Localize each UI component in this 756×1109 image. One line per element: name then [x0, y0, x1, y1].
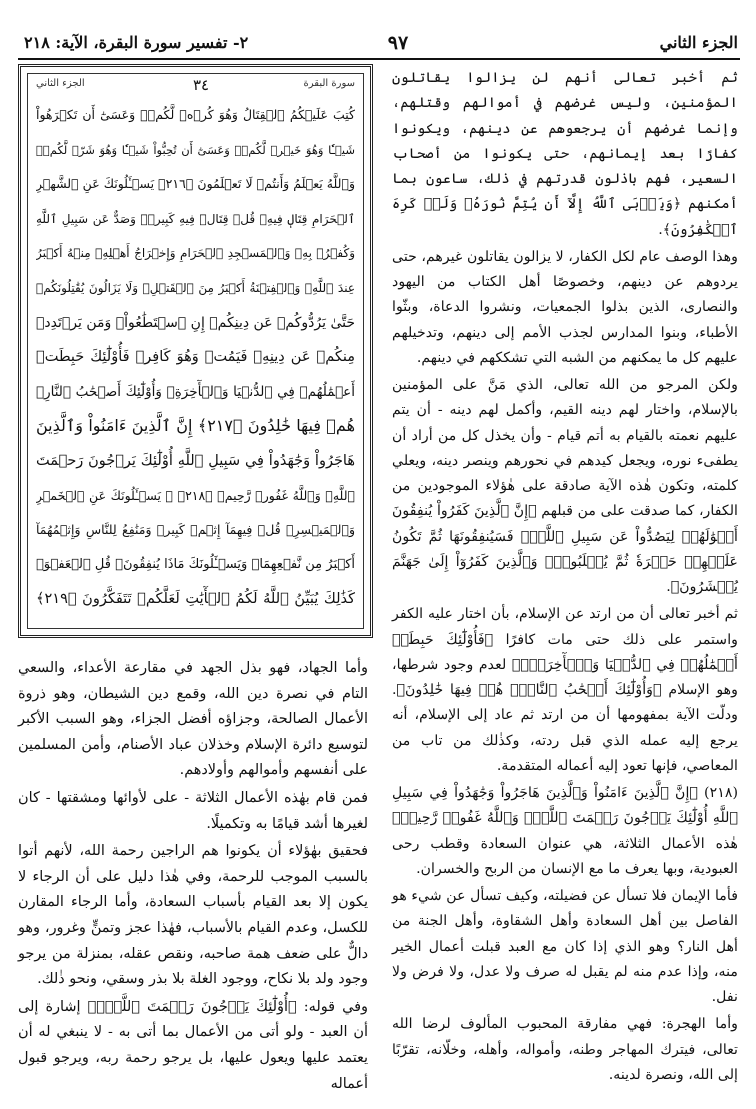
- mushaf-verse-line: ٱلۡحَرَامِ قِتَالٖ فِيهِۖ قُلۡ قِتَالٞ فِيهِ كَبِيرٞۚ وَصَدٌّ عَن سَبِيلِ ٱللَّهِ: [36, 211, 355, 226]
- mushaf-sura-label: سورة البقرة: [303, 78, 355, 89]
- mushaf-verse-line: مِنكُمۡ عَن دِينِهِۦ فَيَمُتۡ وَهُوَ كَافِرٞ فَأُوْلَٰٓئِكَ حَبِطَتۡ: [36, 349, 355, 366]
- tafsir-column-right: [392, 66, 738, 1090]
- mushaf-verse-line: عِندَ ٱللَّهِۚ وَٱلۡفِتۡنَةُ أَكۡبَرُ مِنَ ٱلۡقَتۡلِۗ وَلَا يَزَالُونَ يُقَٰتِلُونَكُمۡ: [36, 280, 355, 295]
- mushaf-page-number: ٣٤: [192, 76, 210, 94]
- mushaf-verse-line: هَاجَرُواْ وَجَٰهَدُواْ فِي سَبِيلِ ٱللَّهِ أُوْلَٰٓئِكَ يَرۡجُونَ رَحۡمَتَ: [36, 452, 355, 469]
- tafsir-paragraph: وهذا الوصف عام لكل الكفار، لا يزالون يقاتلون غيرهم، حتى يردوهم عن دينهم، وخصوصًا أهل الكتاب من اليهود والنصارى، الذين بذلوا الجمعيات، ونشروا الدعاة، وبثّوا الأطباء، وبنوا المدارس لجذب الأمم إلى دينهم، وتدخيلهم عليهم كل ما يمكنهم من الشبه التي تشككهم في دينهم.: [392, 248, 738, 366]
- header-page-number: ٩٧: [387, 32, 409, 54]
- mushaf-verse-line: أَكۡبَرُ مِن نَّفۡعِهِمَاۗ وَيَسۡـَٔلُونَكَ مَاذَا يُنفِقُونَۖ قُلِ ٱلۡعَفۡوَۗ: [36, 556, 355, 572]
- mushaf-verse-line: وَٱلۡمَيۡسِرِۖ قُلۡ فِيهِمَآ إِثۡمٞ كَبِيرٞ وَمَنَٰفِعُ لِلنَّاسِ وَإِثۡمُهُمَآ: [36, 522, 355, 538]
- mushaf-verses: [36, 98, 355, 617]
- tafsir-paragraph: فأما الإيمان فلا تسأل عن فضيلته، وكيف تسأل عن شيء هو الفاصل بين أهل السعادة وأهل الشقاوة، وأهل الجنة من أهل النار؟ وهو الذي إذا كان مع العبد قبلت أعمال الخير منه، وإذا عدم منه لم يقبل له صرف ولا عدل، ولا فرض ولا نفل.: [392, 888, 738, 1005]
- header-volume-label: الجزء الثاني: [659, 33, 738, 52]
- header-divider: [18, 58, 740, 60]
- mushaf-page-frame: [18, 64, 373, 638]
- tafsir-paragraph: ثم أخبر تعالى أن من ارتد عن الإسلام، بأن اختار عليه الكفر واستمر على ذلك حتى مات كافرًا ﴿فَأُوْلَٰٓئِكَ حَبِطَتۡ أَعۡمَٰلُهُمۡ فِي ٱلدُّنۡيَا وَٱلۡأٓخِرَةِۖ﴾ لعدم وجود شرطها، وهو الإسلام ﴿وَأُوْلَٰٓئِكَ أَصۡحَٰبُ ٱلنَّارِۖ هُمۡ فِيهَا خَٰلِدُونَ﴾. ودلّت الآية بمفهومها أن من ارتد ثم عاد إلى الإسلام، أنه يرجع إليه عمله الذي قبل ردته، وكذٰلك من تاب من المعاصي، فإنها تعود إليه أعماله المتقدمة.: [392, 606, 738, 774]
- running-header: [18, 30, 740, 56]
- mushaf-verse-line: كَذَٰلِكَ يُبَيِّنُ ٱللَّهُ لَكُمُ ٱلۡأٓيَٰتِ لَعَلَّكُمۡ تَتَفَكَّرُونَ ﴿٢١٩﴾: [36, 591, 355, 608]
- tafsir-paragraph: ثم أخبر تعالى أنهم لن يزالوا يقاتلون المؤمنين، وليس غرضهم في أموالهم وقتلهم، وإنما غرضهم أن يرجعوهم عن دينهم، ويكونوا كفارًا بعد إيمانهم، حتى يكونوا من أصحاب السعير، فهم باذلون قدرتهم في ذلك، ساعون بما أمكنهم ﴿وَيَأۡبَى ٱللَّهُ إِلَّآ أَن يُتِمَّ نُورَهُۥ وَلَوۡ كَرِهَ ٱلۡكَٰفِرُونَ﴾.: [392, 70, 738, 238]
- mushaf-verse-line: هُمۡ فِيهَا خَٰلِدُونَ ﴿٢١٧﴾ إِنَّ ٱلَّذِينَ ءَامَنُواْ وَٱلَّذِينَ: [36, 416, 355, 436]
- mushaf-verse-line: أَعۡمَٰلُهُمۡ فِي ٱلدُّنۡيَا وَٱلۡأٓخِرَةِۖ وَأُوْلَٰٓئِكَ أَصۡحَٰبُ ٱلنَّارِۖ: [36, 383, 355, 400]
- tafsir-paragraph: فمن قام بهٰذه الأعمال الثلاثة - على لأوائها ومشقتها - كان لغيرها أشد قيامًا به وتكميلًا.: [18, 789, 368, 832]
- mushaf-verse-line: حَتَّىٰ يَرُدُّوكُمۡ عَن دِينِكُمۡ إِنِ ٱسۡتَطَٰعُواْۚ وَمَن يَرۡتَدِدۡ: [36, 314, 355, 331]
- tafsir-paragraph: فحقيق بهٰؤلاء أن يكونوا هم الراجين رحمة الله، لأنهم أتوا بالسبب الموجب للرحمة، وفي هٰذا دليل على أن الرجاء لا يكون إلا بعد القيام بأسباب السعادة، وأما الرجاء المقارن للكسل، وعدم القيام بالأسباب، فهٰذا عجز وتمنٍّ وغرور، وهو دالٌّ على ضعف همة صاحبه، ونقص عقله، بمنزلة من يرجو وجود ولد بلا نكاح، ووجود الغلة بلا بذر وسقي، ونحو ذٰلك.: [18, 843, 368, 988]
- mushaf-header: [36, 78, 355, 96]
- tafsir-paragraph: (٢١٨) ﴿إِنَّ ٱلَّذِينَ ءَامَنُواْ وَٱلَّذِينَ هَاجَرُواْ وَجَٰهَدُواْ فِي سَبِيلِ ٱللَّهِ أُوْلَٰٓئِكَ يَرۡجُونَ رَحۡمَتَ ٱللَّهِۚ وَٱللَّهُ غَفُورٞ رَّحِيمٞ﴾ هٰذه الأعمال الثلاثة، هي عنوان السعادة وقطب رحى العبودية، وبها يعرف ما مع الإنسان من الربح والخسران.: [392, 785, 738, 877]
- mushaf-verse-line: وَٱللَّهُ يَعۡلَمُ وَأَنتُمۡ لَا تَعۡلَمُونَ ﴿٢١٦﴾ يَسۡـَٔلُونَكَ عَنِ ٱلشَّهۡرِ: [36, 176, 355, 192]
- mushaf-inner-border: [27, 73, 364, 629]
- tafsir-paragraph: ولكن المرجو من الله تعالى، الذي مَنَّ على المؤمنين بالإسلام، واختار لهم دينه القيم، وأكمل لهم دينه - أن يتم عليهم نعمته بالقيام به أتم قيام - وأن يخذل كل من أراد أن يطفىء نوره، ويجعل كيدهم في نحورهم وينصر دينه، ويعلي كلمته، وتكون هٰذه الآية صادقة على هٰؤلاء الموجودين من الكفار، كما صدقت على من قبلهم ﴿إِنَّ ٱلَّذِينَ كَفَرُواْ يُنفِقُونَ أَمۡوَٰلَهُمۡ لِيَصُدُّواْ عَن سَبِيلِ ٱللَّهِۚ فَسَيُنفِقُونَهَا ثُمَّ تَكُونُ عَلَيۡهِمۡ حَسۡرَةٗ ثُمَّ يُغۡلَبُونَۗ وَٱلَّذِينَ كَفَرُوٓاْ إِلَىٰ جَهَنَّمَ يُحۡشَرُونَ﴾.: [392, 377, 738, 595]
- mushaf-verse-line: ٱللَّهِۚ وَٱللَّهُ غَفُورٞ رَّحِيمٞ ﴿٢١٨﴾ ۞ يَسۡـَٔلُونَكَ عَنِ ٱلۡخَمۡرِ: [36, 487, 355, 503]
- tafsir-column-left: [18, 656, 368, 1099]
- tafsir-paragraph: وأما الهجرة: فهي مفارقة المحبوب المألوف لرضا الله تعالى، فيترك المهاجر وطنه، وأمواله، وأهله، وخلّانه، تقرّبًا إلى الله، ونصرة لدينه.: [392, 1016, 738, 1083]
- mushaf-juz-label: الجزء الثاني: [36, 78, 85, 89]
- mushaf-verse-line: كُتِبَ عَلَيۡكُمُ ٱلۡقِتَالُ وَهُوَ كُرۡهٞ لَّكُمۡۖ وَعَسَىٰٓ أَن تَكۡرَهُواْ: [36, 107, 355, 122]
- mushaf-verse-line: وَكُفۡرُۢ بِهِۦ وَٱلۡمَسۡجِدِ ٱلۡحَرَامِ وَإِخۡرَاجُ أَهۡلِهِۦ مِنۡهُ أَكۡبَرُ: [36, 246, 355, 261]
- tafsir-paragraph: وفي قوله: ﴿أُوْلَٰٓئِكَ يَرۡجُونَ رَحۡمَتَ ٱللَّهِۚ﴾ إشارة إلى أن العبد - ولو أتى من الأعمال بما أتى به - لا ينبغي له أن يعتمد عليها ويعول عليها، بل يرجو رحمة ربه، ويرجو قبول أعماله: [18, 998, 368, 1092]
- header-chapter-title: ٢- تفسير سورة البقرة، الآية: ٢١٨: [24, 33, 249, 52]
- mushaf-verse-line: شَيۡـٔٗا وَهُوَ خَيۡرٞ لَّكُمۡۖ وَعَسَىٰٓ أَن تُحِبُّواْ شَيۡـٔٗا وَهُوَ شَرّٞ لَّكُمۡۚ: [36, 142, 355, 157]
- tafsir-paragraph: وأما الجهاد، فهو بذل الجهد في مقارعة الأعداء، والسعي التام في نصرة دين الله، وقمع دين الشيطان، وهو ذروة الأعمال الصالحة، وجزاؤه أفضل الجزاء، وهو السبب الأكبر لتوسيع دائرة الإسلام وخذلان عباد الأصنام، وأمن المسلمين على أنفسهم وأموالهم وأولادهم.: [18, 660, 368, 779]
